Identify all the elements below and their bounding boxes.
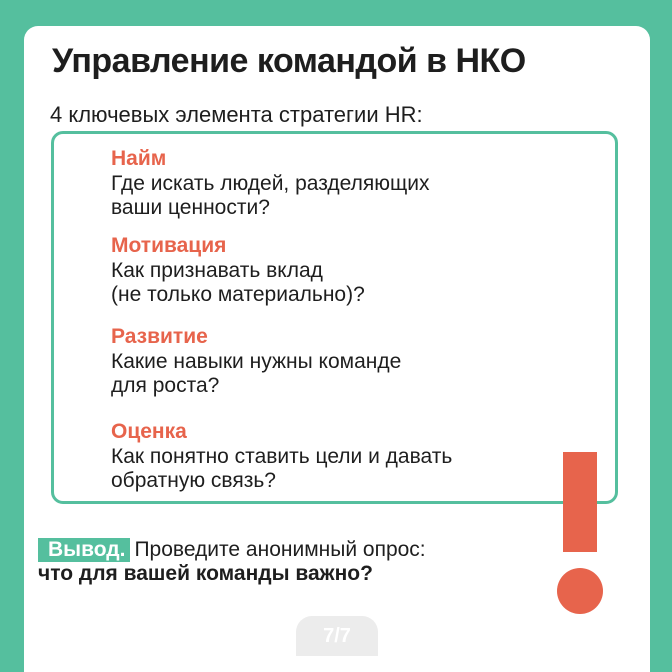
conclusion (38, 538, 426, 586)
conclusion-tag: Вывод. (38, 538, 130, 562)
item-text: Как признавать вклад (не только материально)? (111, 259, 365, 306)
item-text: Где искать людей, разделяющих ваши ценности? (111, 172, 430, 219)
subtitle: 4 ключевых элемента стратегии HR: (50, 102, 423, 127)
page-indicator: 7/7 (296, 616, 378, 656)
exclamation-icon-dot (557, 568, 603, 614)
item-heading: Мотивация (111, 234, 227, 257)
list-item-hiring (111, 146, 430, 220)
list-item-development (111, 324, 401, 398)
conclusion-bold-text: что для вашей команды важно? (38, 562, 373, 585)
page-title: Управление командой в НКО (52, 42, 526, 80)
list-item-evaluation (111, 419, 452, 493)
content-card (24, 26, 650, 672)
item-heading: Найм (111, 147, 167, 170)
item-text: Какие навыки нужны команде для роста? (111, 350, 402, 397)
item-heading: Оценка (111, 420, 187, 443)
list-item-motivation (111, 233, 365, 307)
item-text: Как понятно ставить цели и давать обратную связь? (111, 445, 453, 492)
item-heading: Развитие (111, 325, 208, 348)
conclusion-text: Проведите анонимный опрос: (134, 538, 426, 561)
exclamation-icon-bar (563, 452, 597, 552)
